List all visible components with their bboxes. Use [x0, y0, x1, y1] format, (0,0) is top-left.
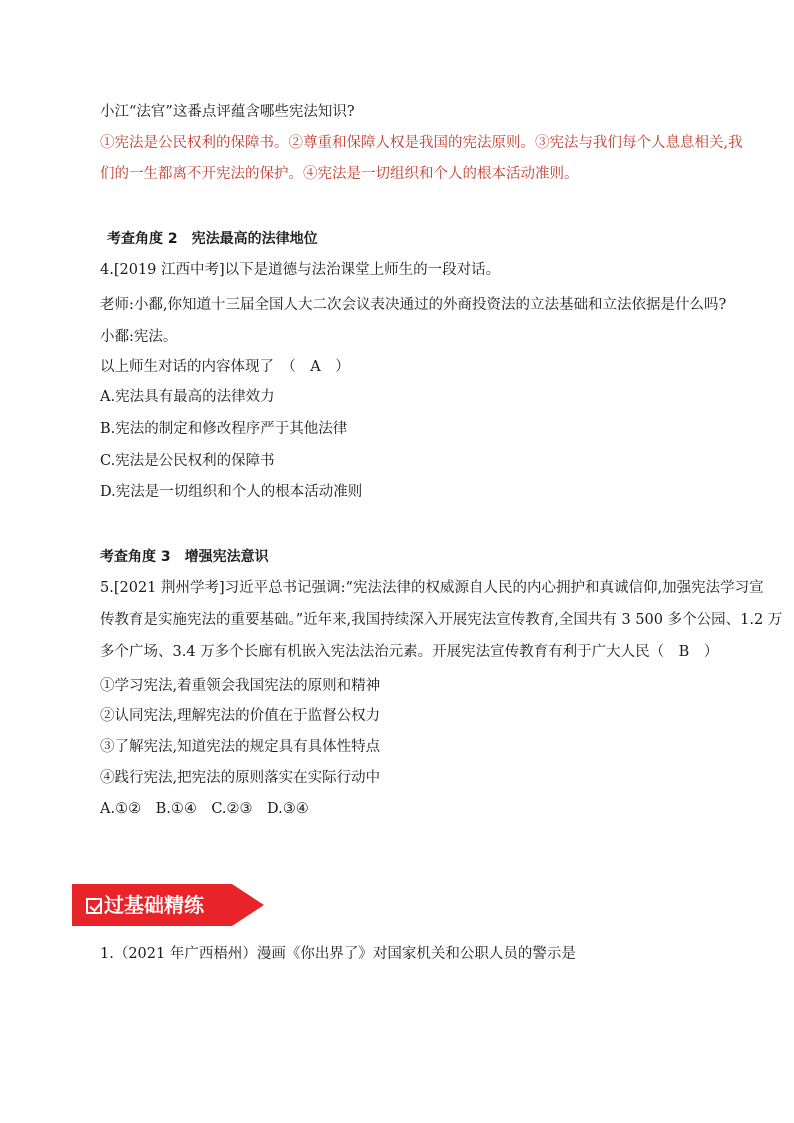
option-c: C.宪法是公民权利的保障书	[100, 453, 275, 469]
question-5-line-2: 传教育是实施宪法的重要基础。”近年来,我国持续深入开展宪法宣传教育,全国共有 3 500 多个公园、1.2 万	[100, 612, 783, 628]
statement-3: ③了解宪法,知道宪法的规定具有具体性特点	[100, 739, 381, 755]
prev-answer-line-1: ①宪法是公民权利的保障书。②尊重和保障人权是我国的宪法原则。③宪法与我们每个人息息相关,我	[100, 135, 743, 151]
statement-1: ①学习宪法,着重领会我国宪法的原则和精神	[100, 678, 381, 694]
option-d: D.宪法是一切组织和个人的根本活动准则	[100, 484, 363, 500]
prev-answer-line-2: 们的一生都离不开宪法的保护。④宪法是一切组织和个人的根本活动准则。	[100, 166, 579, 182]
question-5-line-3: 多个广场、3.4 万多个长廊有机嵌入宪法法治元素。开展宪法宣传教育有利于广大人民（ B ）	[100, 644, 719, 660]
option-b: B.宪法的制定和修改程序严于其他法律	[100, 421, 348, 437]
teacher-line: 老师:小鄱,你知道十三届全国人大二次会议表决通过的外商投资法的立法基础和立法依据是什么吗?	[100, 297, 727, 313]
next-question-text: 1.（2021 年广西梧州）漫画《你出界了》对国家机关和公职人员的警示是	[100, 946, 576, 962]
section-2-heading: 考查角度 2 宪法最高的法律地位	[107, 231, 318, 247]
option-a: A.宪法具有最高的法律效力	[100, 389, 275, 405]
question-5-line-1: 5.[2021 荆州学考]习近平总书记强调:“宪法法律的权威源自人民的内心拥护和真诚信仰,加强宪法学习宣	[100, 580, 764, 596]
question-4-stem: 4.[2019 江西中考]以下是道德与法治课堂上师生的一段对话。	[100, 262, 501, 278]
section-banner	[72, 884, 264, 926]
section-3-heading: 考查角度 3 增强宪法意识	[100, 549, 269, 565]
question-4-prompt: 以上师生对话的内容体现了 （ A ）	[100, 359, 350, 375]
question-5-choices: A.①② B.①④ C.②③ D.③④	[100, 801, 309, 817]
statement-2: ②认同宪法,理解宪法的价值在于监督公权力	[100, 708, 381, 724]
student-line: 小鄱:宪法。	[100, 329, 178, 345]
banner-title	[86, 891, 204, 919]
checkbox-check-icon	[86, 898, 102, 914]
statement-4: ④践行宪法,把宪法的原则落实在实际行动中	[100, 770, 381, 786]
banner-label: 过基础精练	[104, 893, 204, 917]
prev-question-prompt: 小江“法官”这番点评蕴含哪些宪法知识?	[100, 104, 355, 120]
